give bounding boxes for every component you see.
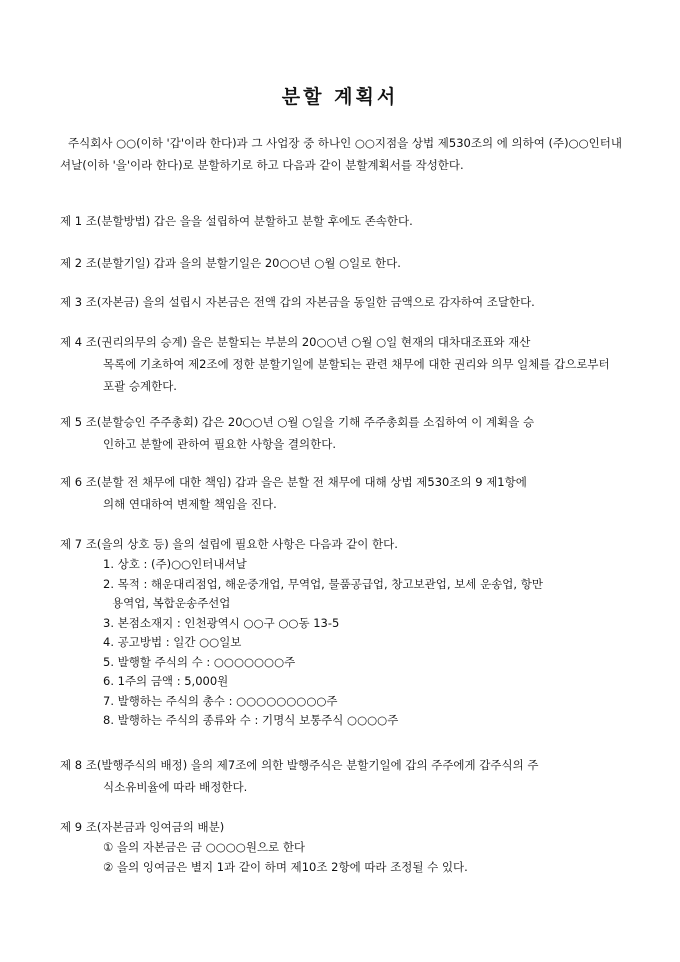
article-heading: 제 9 조(자본금과 잉여금의 배분)	[60, 820, 225, 834]
article-heading: 제 1 조(분할방법) 갑은 을을 설립하여 분할하고 분할 후에도 존속한다.	[60, 214, 413, 228]
article-2	[60, 252, 622, 274]
list-item: 7. 발행하는 주식의 총수 : ○○○○○○○○○주	[103, 693, 338, 708]
article-continuation: 목록에 기초하여 제2조에 정한 분할기일에 분할되는 관련 채무에 대한 권리와 의무 일체를 갑으로부터 포괄 승계한다.	[103, 357, 610, 393]
article-1	[60, 210, 622, 232]
article-8	[60, 754, 622, 798]
article-7-list	[60, 555, 622, 731]
list-item: 3. 본점소재지 : 인천광역시 ○○구 ○○동 13-5	[103, 615, 340, 630]
article-heading: 제 6 조(분할 전 채무에 대한 책임) 갑과 을은 분할 전 채무에 대해 상법 제530조의 9 제1항에	[60, 475, 527, 489]
article-heading: 제 7 조(을의 상호 등) 을의 설립에 필요한 사항은 다음과 같이 한다.	[60, 537, 398, 551]
article-heading: 제 3 조(자본금) 을의 설립시 자본금은 전액 갑의 자본금을 동일한 금액으로 감자하여 조달한다.	[60, 295, 535, 309]
article-heading: 제 4 조(권리의무의 승계) 을은 분할되는 부분의 20○○년 ○월 ○일 현재의 대차대조표와 재산	[60, 335, 531, 349]
article-heading: 제 8 조(발행주식의 배정) 을의 제7조에 의한 발행주식은 분할기일에 갑의 주주에게 갑주식의 주	[60, 758, 539, 772]
article-continuation: 식소유비율에 따라 배정한다.	[103, 780, 248, 794]
intro-paragraph: 주식회사 ○○(이하 '갑'이라 한다)과 그 사업장 중 하나인 ○○지점을 상법 제530조의 에 의하여 (주)○○인터내셔날(이하 '을'이라 한다)로 분할하기로 하고 다음과 같이 분할계획서를 작성한다.	[60, 136, 622, 172]
article-4	[60, 331, 622, 397]
article-heading: 제 2 조(분할기일) 갑과 을의 분할기일은 20○○년 ○월 ○일로 한다.	[60, 256, 401, 270]
article-5	[60, 411, 622, 455]
article-3	[60, 291, 622, 313]
article-continuation: 의해 연대하여 변제할 책임을 진다.	[103, 497, 277, 511]
list-item: 4. 공고방법 : 일간 ○○일보	[103, 635, 242, 649]
list-item: ② 을의 잉여금은 별지 1과 같이 하며 제10조 2항에 따라 조정될 수 있다.	[103, 859, 468, 874]
document-title: 분할 계획서	[281, 86, 399, 108]
article-heading: 제 5 조(분할승인 주주총회) 갑은 20○○년 ○월 ○일을 기해 주주총회를 소집하여 이 계획을 승	[60, 415, 535, 429]
list-item: 1. 상호 : (주)○○인터내셔날	[103, 557, 247, 571]
article-9-list	[60, 838, 622, 877]
article-7	[60, 533, 622, 731]
article-6	[60, 471, 622, 515]
list-item: 2. 목적 : 해운대리점업, 해운중개업, 무역업, 물품공급업, 창고보관업, 보세 운송업, 항만 용역업, 복합운송주선업	[103, 576, 543, 610]
list-item: 8. 발행하는 주식의 종류와 수 : 기명식 보통주식 ○○○○주	[103, 713, 399, 727]
list-item: 5. 발행할 주식의 수 : ○○○○○○○주	[103, 654, 296, 669]
article-9	[60, 816, 622, 877]
list-item: 6. 1주의 금액 : 5,000원	[103, 674, 229, 688]
article-continuation: 인하고 분할에 관하여 필요한 사항을 결의한다.	[103, 437, 337, 451]
list-item: ① 을의 자본금은 금 ○○○○원으로 한다	[103, 840, 306, 854]
